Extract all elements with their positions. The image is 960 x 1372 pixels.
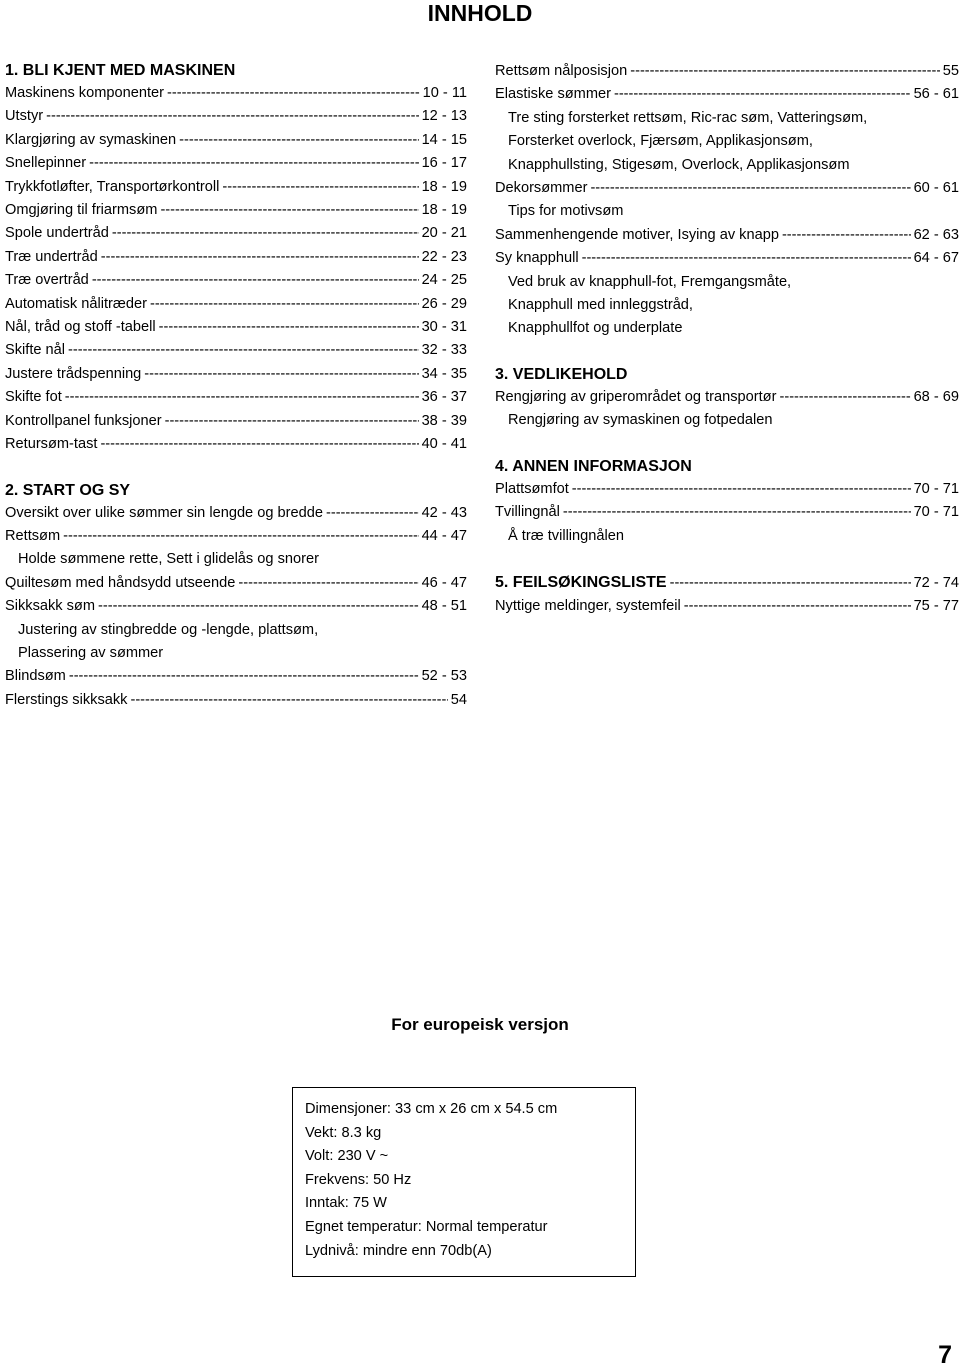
spec-line: Inntak: 75 W — [305, 1195, 387, 1212]
toc-entry-title: Justere trådspenning — [5, 365, 142, 382]
toc-page-range: 36 - 37 — [421, 389, 467, 406]
spec-line: Dimensjoner: 33 cm x 26 cm x 54.5 cm — [305, 1101, 558, 1117]
toc-leader — [68, 339, 419, 362]
toc-leader — [165, 410, 419, 433]
toc-leader — [782, 224, 911, 247]
specifications-box — [292, 1087, 636, 1277]
toc-entry-title: Snellepinner — [5, 155, 87, 172]
toc-entry-title: Sy knapphull — [495, 250, 579, 267]
toc-entry — [5, 433, 467, 456]
toc-entry-title: Rettsøm nålposisjon — [495, 63, 628, 79]
toc-entry — [5, 105, 467, 128]
toc-entry-title: Træ undertråd — [5, 248, 98, 265]
toc-entry — [5, 595, 467, 618]
toc-page-range: 44 - 47 — [421, 527, 467, 544]
toc-entry — [495, 386, 959, 409]
section-heading: 4. ANNEN INFORMASJON — [495, 457, 692, 475]
toc-leader — [590, 177, 910, 200]
toc-entry-title: Omgjøring til friarmsøm — [5, 202, 158, 219]
toc-entry-title: Nyttige meldinger, systemfeil — [495, 598, 681, 615]
toc-entry — [5, 222, 467, 245]
toc-entry — [495, 177, 959, 200]
toc-page-range: 62 - 63 — [913, 226, 959, 243]
toc-page-range: 54 — [450, 691, 467, 708]
toc-leader — [563, 501, 911, 524]
toc-entry-title: Kontrollpanel funksjoner — [5, 412, 162, 429]
toc-entry-title: Sammenhengende motiver, Isying av knapp — [495, 226, 779, 243]
toc-entry-title: Skifte fot — [5, 389, 62, 406]
toc-entry-title: Trykkfotløfter, Transportørkontroll — [5, 178, 220, 195]
spec-line: Lydnivå: mindre enn 70db(A) — [305, 1242, 492, 1259]
toc-page-range: 68 - 69 — [913, 388, 959, 405]
toc-page-range: 10 - 11 — [422, 85, 467, 101]
section-spacer — [495, 433, 959, 456]
toc-page-range: 72 - 74 — [913, 574, 959, 591]
toc-page-range: 70 - 71 — [913, 480, 959, 497]
toc-entry — [5, 152, 467, 175]
toc-page-range: 70 - 71 — [913, 504, 959, 521]
toc-page-range: 12 - 13 — [421, 108, 467, 125]
toc-page-range: 38 - 39 — [421, 412, 467, 429]
toc-entry — [495, 60, 959, 83]
toc-page-range: 24 - 25 — [421, 272, 467, 289]
toc-subentry: Forsterket overlock, Fjærsøm, Applikasjonsøm, — [508, 133, 813, 150]
toc-entry-title: Dekorsømmer — [495, 180, 588, 197]
toc-leader — [167, 82, 420, 105]
toc-page-range: 34 - 35 — [421, 365, 467, 382]
toc-leader — [614, 83, 911, 106]
toc-page-range: 52 - 53 — [421, 668, 467, 685]
toc-entry-title: Retursøm-tast — [5, 436, 98, 453]
toc-subentry: Knapphull med innleggstråd, — [508, 297, 693, 314]
toc-subentry: Tips for motivsøm — [508, 203, 624, 220]
toc-entry-title: Utstyr — [5, 108, 44, 125]
toc-entry — [5, 363, 467, 386]
toc-leader — [144, 363, 418, 386]
toc-page-range: 18 - 19 — [421, 178, 467, 195]
toc-entry-title: Træ overtråd — [5, 272, 89, 289]
toc-entry — [495, 247, 959, 270]
toc-entry — [5, 82, 467, 105]
toc-right-column — [495, 60, 959, 619]
toc-page-range: 60 - 61 — [913, 180, 959, 197]
toc-entry-title: Rengjøring av griperområdet og transportør — [495, 388, 777, 405]
toc-entry — [5, 339, 467, 362]
section-spacer — [5, 457, 467, 480]
toc-entry-title: 5. FEILSØKINGSLISTE — [495, 573, 667, 591]
section-heading: 3. VEDLIKEHOLD — [495, 365, 628, 383]
toc-page-range: 30 - 31 — [421, 319, 467, 336]
toc-leader — [65, 386, 419, 409]
toc-subentry: Knapphullfot og underplate — [508, 320, 683, 337]
toc-entry-title: Sikksakk søm — [5, 598, 95, 615]
toc-page-range: 42 - 43 — [421, 504, 467, 521]
toc-leader — [222, 176, 418, 199]
toc-subentry: Å træ tvillingnålen — [508, 527, 624, 544]
toc-page-range: 46 - 47 — [421, 574, 467, 591]
toc-leader — [63, 525, 418, 548]
spec-line: Vekt: 8.3 kg — [305, 1124, 382, 1141]
toc-page-range: 64 - 67 — [913, 250, 959, 267]
toc-section-entry — [495, 571, 959, 595]
toc-entry — [5, 269, 467, 292]
toc-entry — [495, 83, 959, 106]
toc-left-column — [5, 60, 467, 712]
toc-entry — [5, 129, 467, 152]
spec-line: Egnet temperatur: Normal temperatur — [305, 1218, 548, 1235]
spec-line: Frekvens: 50 Hz — [305, 1171, 412, 1188]
toc-entry-title: Tvillingnål — [495, 504, 560, 521]
toc-leader — [670, 572, 911, 595]
toc-page-range: 55 — [942, 63, 959, 79]
toc-subentry: Justering av stingbredde og -lengde, plattsøm, — [18, 621, 319, 638]
page-number: 7 — [938, 1341, 952, 1369]
toc-entry-title: Spole undertråd — [5, 225, 109, 242]
toc-entry-title: Quiltesøm med håndsydd utseende — [5, 574, 236, 591]
toc-subentry: Plassering av sømmer — [18, 644, 164, 661]
toc-leader — [89, 152, 418, 175]
toc-entry — [5, 410, 467, 433]
section-heading: 2. START OG SY — [5, 481, 131, 499]
toc-entry — [495, 501, 959, 524]
toc-entry-title: Nål, tråd og stoff -tabell — [5, 319, 156, 336]
toc-subentry: Ved bruk av knapphull-fot, Fremgangsmåte, — [508, 273, 792, 290]
section-spacer — [495, 341, 959, 364]
toc-entry — [5, 246, 467, 269]
toc-page-range: 20 - 21 — [421, 225, 467, 242]
toc-entry — [495, 224, 959, 247]
toc-leader — [112, 222, 419, 245]
toc-leader — [179, 129, 418, 152]
toc-entry — [5, 665, 467, 688]
toc-page-range: 26 - 29 — [421, 295, 467, 312]
toc-leader — [98, 595, 419, 618]
toc-leader — [69, 665, 419, 688]
toc-page-range: 14 - 15 — [421, 131, 467, 148]
toc-entry-title: Plattsømfot — [495, 480, 569, 497]
toc-entry — [495, 595, 959, 618]
toc-entry — [495, 478, 959, 501]
toc-leader — [684, 595, 911, 618]
toc-page-range: 40 - 41 — [421, 436, 467, 453]
toc-subentry: Knapphullsting, Stigesøm, Overlock, Applikasjonsøm — [508, 156, 850, 173]
toc-page-range: 48 - 51 — [421, 598, 467, 615]
toc-leader — [160, 199, 418, 222]
toc-page-range: 16 - 17 — [421, 155, 467, 172]
toc-entry — [5, 502, 467, 525]
spec-line: Volt: 230 V ~ — [305, 1148, 389, 1165]
toc-page-range: 56 - 61 — [913, 86, 959, 103]
toc-entry — [5, 293, 467, 316]
toc-entry-title: Skifte nål — [5, 342, 66, 359]
toc-leader — [779, 386, 910, 409]
european-version-heading: For europeisk versjon — [391, 1015, 569, 1034]
toc-leader — [92, 269, 419, 292]
section-heading: 1. BLI KJENT MED MASKINEN — [5, 62, 236, 79]
toc-entry — [5, 316, 467, 339]
toc-leader — [159, 316, 419, 339]
page-title: INNHOLD — [427, 0, 533, 26]
toc-entry-title: Automatisk nålitræder — [5, 295, 147, 312]
toc-entry-title: Rettsøm — [5, 527, 61, 544]
toc-page-range: 32 - 33 — [421, 342, 467, 359]
toc-leader — [572, 478, 911, 501]
toc-page-range: 75 - 77 — [913, 598, 959, 615]
toc-entry — [5, 525, 467, 548]
toc-subentry: Holde sømmene rette, Sett i glidelås og snorer — [18, 551, 319, 568]
toc-subentry: Rengjøring av symaskinen og fotpedalen — [508, 412, 773, 429]
toc-entry — [5, 689, 467, 712]
toc-entry-title: Klargjøring av symaskinen — [5, 131, 177, 148]
toc-page-range: 22 - 23 — [421, 248, 467, 265]
toc-leader — [101, 246, 419, 269]
toc-entry — [5, 386, 467, 409]
toc-leader — [130, 689, 447, 712]
toc-entry-title: Oversikt over ulike sømmer sin lengde og bredde — [5, 504, 323, 521]
toc-leader — [150, 293, 419, 316]
toc-entry-title: Flerstings sikksakk — [5, 691, 128, 708]
toc-leader — [630, 60, 940, 83]
toc-leader — [238, 572, 418, 595]
toc-subentry: Tre sting forsterket rettsøm, Ric-rac søm, Vatteringsøm, — [508, 109, 868, 126]
toc-leader — [582, 247, 911, 270]
toc-leader — [100, 433, 418, 456]
toc-entry — [5, 199, 467, 222]
toc-leader — [326, 502, 419, 525]
toc-page-range: 18 - 19 — [421, 202, 467, 219]
toc-entry-title: Blindsøm — [5, 668, 66, 685]
toc-entry — [5, 176, 467, 199]
toc-entry-title: Maskinens komponenter — [5, 85, 164, 101]
toc-entry — [5, 572, 467, 595]
toc-entry-title: Elastiske sømmer — [495, 86, 611, 103]
toc-leader — [46, 105, 418, 128]
section-spacer — [495, 548, 959, 571]
